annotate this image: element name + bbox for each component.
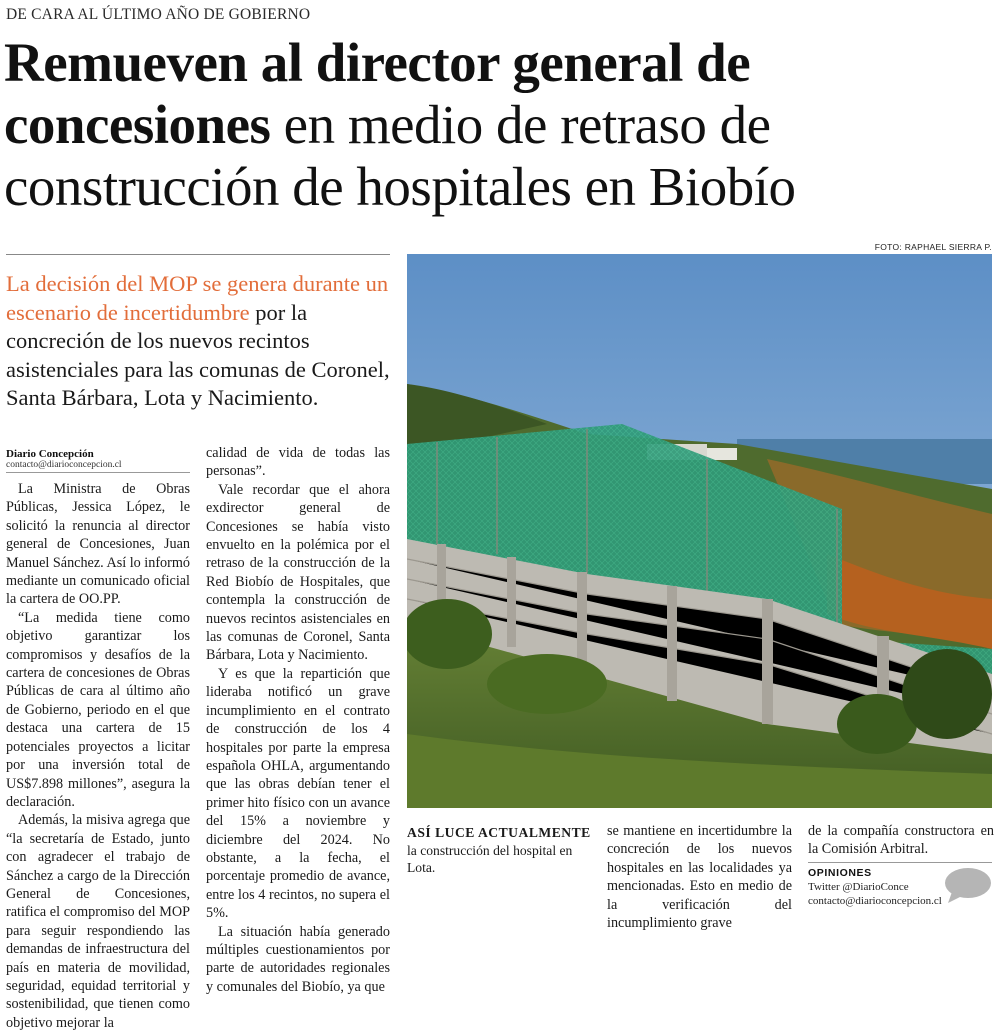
headline-regular: en medio de retraso de construcción de hospitales en Biobío xyxy=(4,94,796,217)
body-paragraph-5: Y es que la repartición que lideraba notificó un grave incumplimiento en el contrato de construcción de los 4 hospitales por parte la empresa española OHLA, argumentando que las obras debían tener el primer hito físico con un avance del 15% a noviembre y diciembre del 2024. No obstante, a la fecha, el porcentaje promedio de avance, entre los 4 recintos, no supera el 5%. xyxy=(206,665,390,922)
body-column-4 xyxy=(808,822,994,859)
photo-caption xyxy=(407,824,591,877)
byline-email: contacto@diarioconcepcion.cl xyxy=(6,460,122,470)
caption-text: la construcción del hospital en Lota. xyxy=(407,842,573,875)
kicker: DE CARA AL ÚLTIMO AÑO DE GOBIERNO xyxy=(6,6,311,23)
lead-highlight: La decisión del MOP se genera durante un escenario de incertidumbre xyxy=(6,271,389,325)
body-paragraph-6: La situación había generado múltiples cuestionamientos por parte de autoridades regionales y comunales del Biobío, ya que xyxy=(206,923,390,995)
opinion-label: OPINIONES xyxy=(808,867,872,879)
body-paragraph-2: “La medida tiene como objetivo garantizar los compromisos y desafíos de la cartera de concesiones de Obras Públicas de cara al último año de Gobierno, periodo en el que destaca una cartera de 15 potenciales proyectos a licitar por una inversión total de US$7.898 millones”, asegura la declaración. xyxy=(6,609,190,810)
photo-illustration xyxy=(407,254,992,808)
lead-rest: por la concreción de los nuevos recintos asistenciales para las comunas de Coronel, Santa Bárbara, Lota y Nacimiento. xyxy=(6,299,390,410)
body-paragraph-3: Además, la misiva agrega que “la secretaría de Estado, junto con agradecer el trabajo de Sánchez a cargo de la Dirección General de Concesiones, ratifica el compromiso del MOP para seguir respondiendo las demandas de infraestructura del país en materia de movilidad, seguridad, equidad territorial y sostenibilidad, que tienen como objetivo mejorar la xyxy=(6,812,190,1031)
opinion-divider xyxy=(808,862,992,863)
photo-credit: FOTO: RAPHAEL SIERRA P. xyxy=(874,242,992,252)
opinion-email: contacto@diarioconcepcion.cl xyxy=(808,895,942,907)
opinion-twitter: Twitter @DiarioConce xyxy=(808,881,909,893)
hospital-construction-photo xyxy=(407,254,992,808)
byline-divider xyxy=(6,472,190,473)
body-column-1 xyxy=(6,480,190,1032)
lead-divider xyxy=(6,254,390,255)
speech-bubble-icon xyxy=(944,866,992,904)
lead-paragraph xyxy=(6,270,394,413)
byline-name: Diario Concepción xyxy=(6,448,94,460)
body-paragraph-6-end: de la compañía constructora en la Comisión Arbitral. xyxy=(808,823,994,858)
body-column-2 xyxy=(206,444,390,996)
body-column-3 xyxy=(607,822,792,932)
caption-title: ASÍ LUCE ACTUALMENTE xyxy=(407,825,591,840)
body-paragraph-1: La Ministra de Obras Públicas, Jessica López, le solicitó la renuncia al director general de Concesiones, Juan Manuel Sánchez. Así lo informó mediante un comunicado oficial la cartera de OO.PP. xyxy=(6,481,191,608)
headline-bold: Remueven al director general de concesiones xyxy=(4,32,751,155)
body-paragraph-3-cont: calidad de vida de todas las personas”. xyxy=(206,445,390,480)
headline xyxy=(4,32,994,218)
body-paragraph-4: Vale recordar que el ahora exdirector general de Concesiones se había visto envuelto en la polémica por el retraso de la construcción de la Red Biobío de Hospitales, que contempla la construcción de nuevos recintos asistenciales en las comunas de Coronel, Santa Bárbara, Lota y Nacimiento. xyxy=(206,481,390,664)
body-paragraph-6-cont: se mantiene en incertidumbre la concreción de los nuevos hospitales en las localidades ya mencionadas. Esto en medio de la verificación del incumplimiento grave xyxy=(607,823,792,932)
